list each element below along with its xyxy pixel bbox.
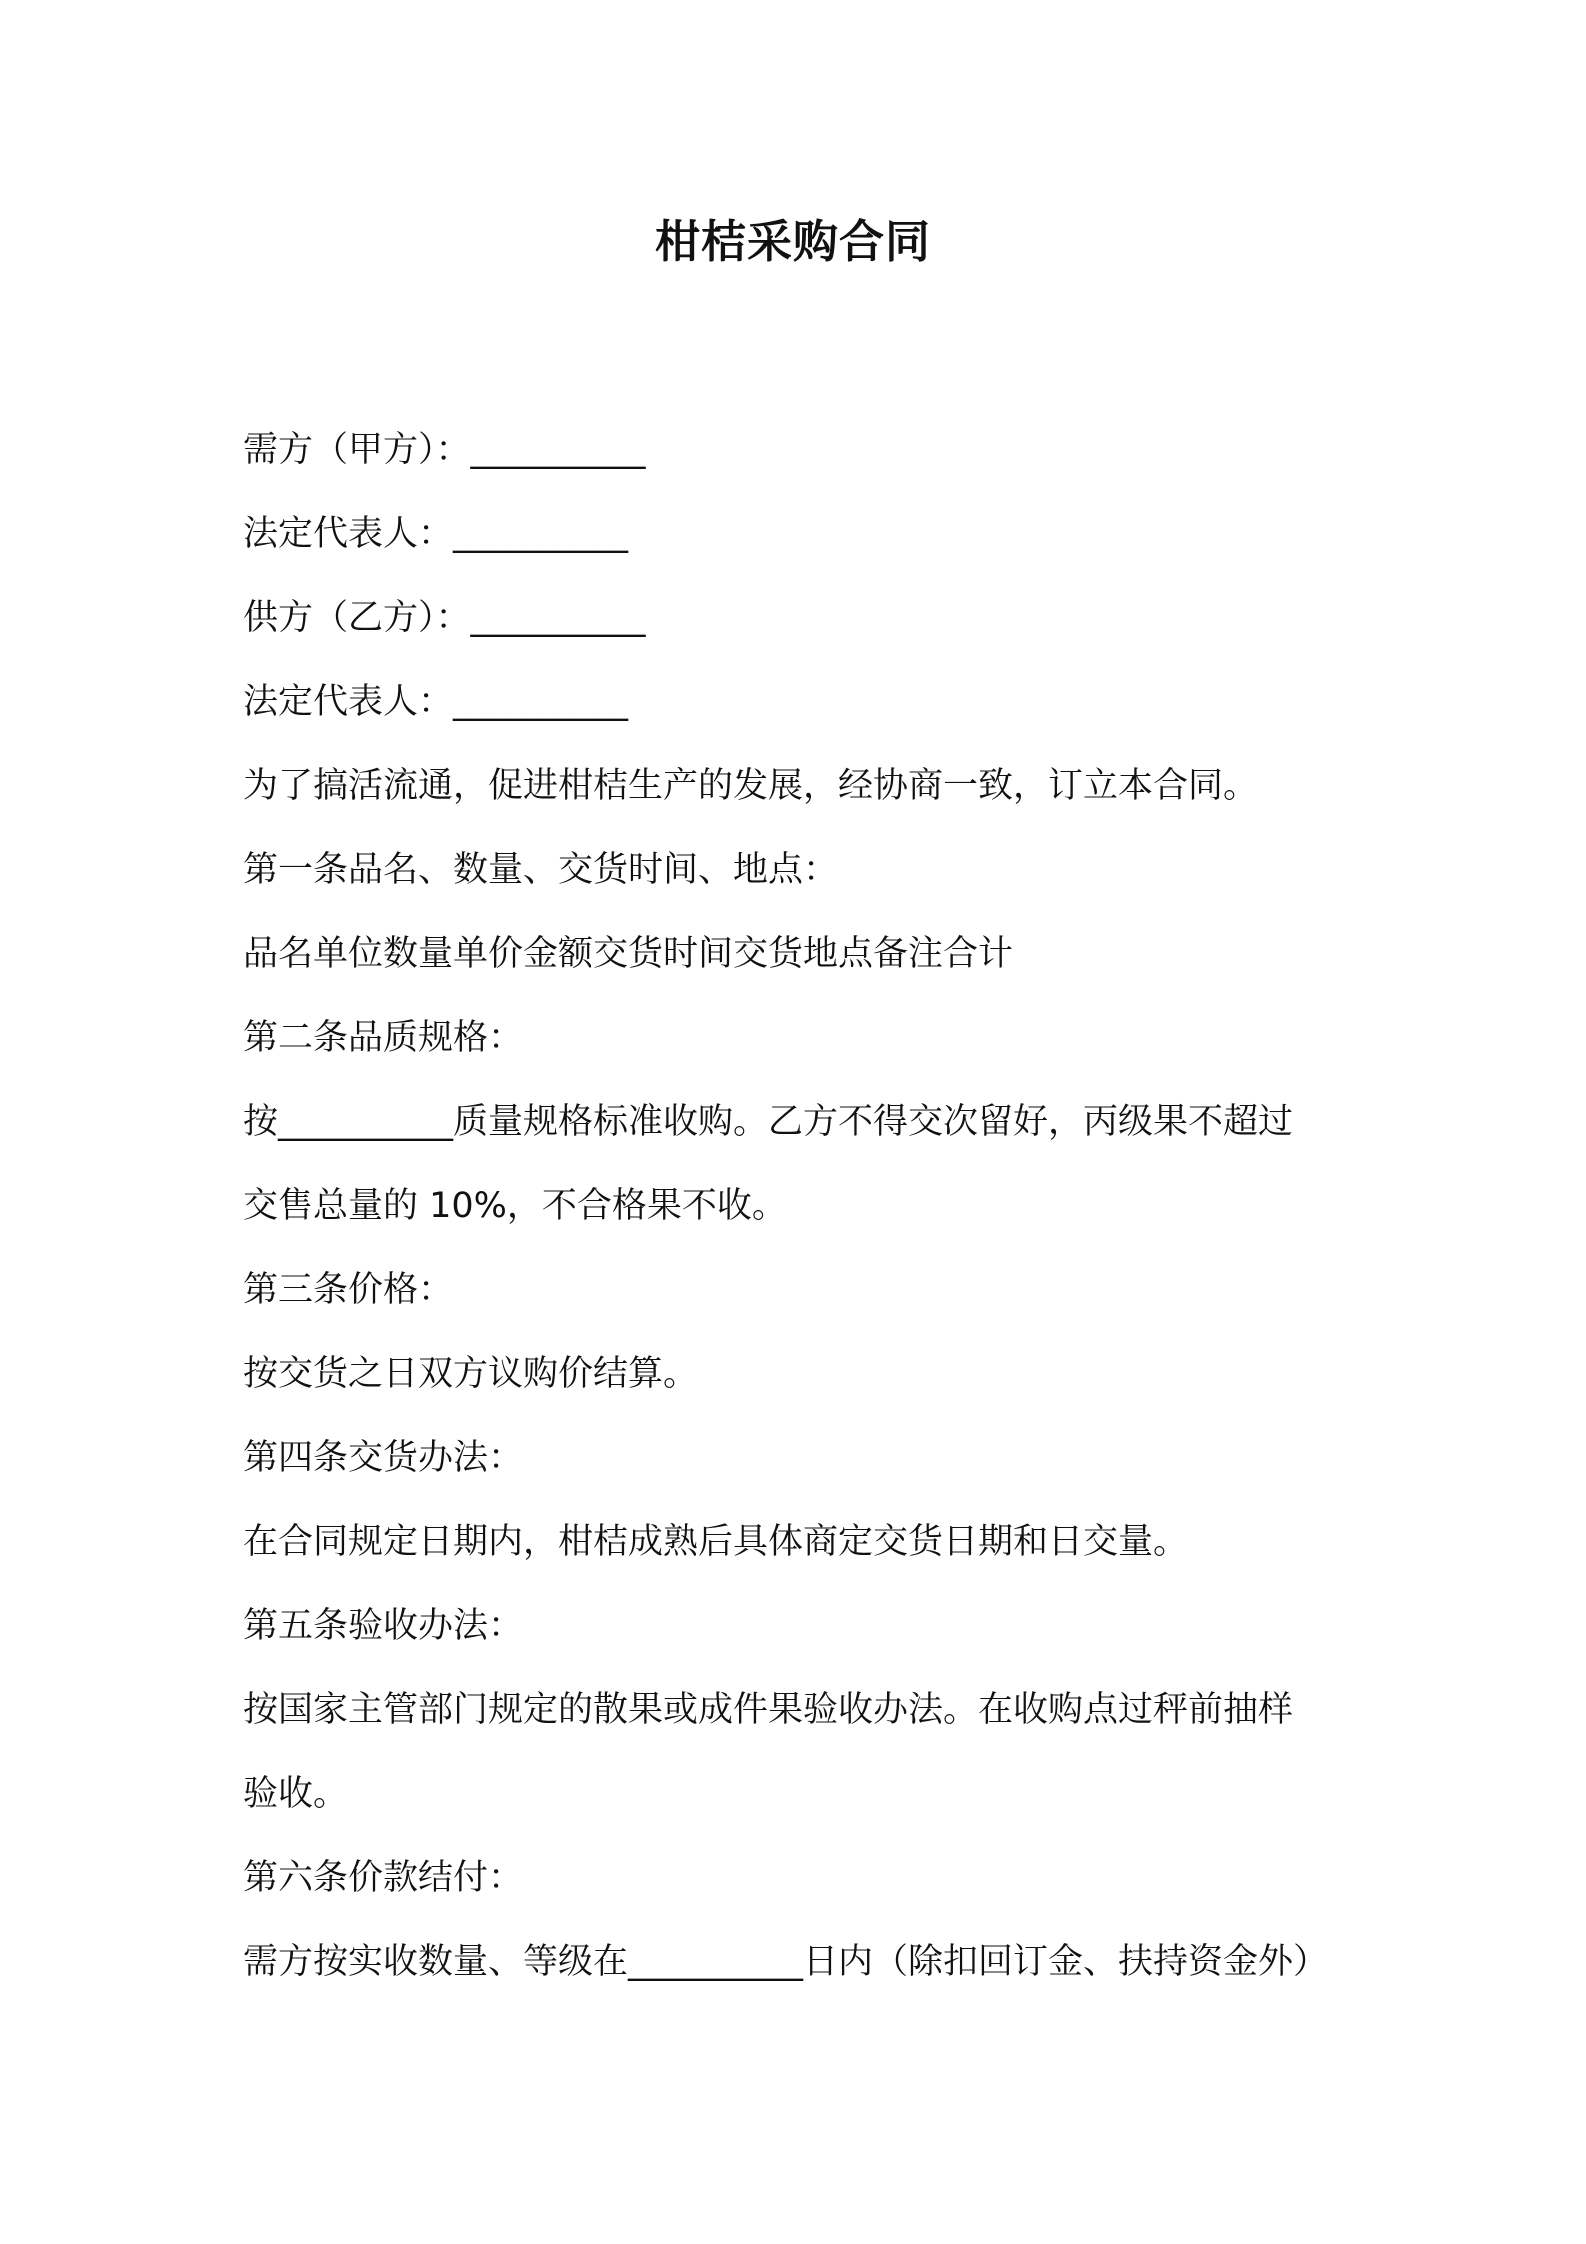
party-a-line: 需方（甲方）：__________ (243, 430, 646, 470)
article-6-heading: 第六条价款结付： (243, 1858, 524, 1898)
article-2-text-line-1: 按__________质量规格标准收购。乙方不得交次留好，丙级果不超过 (243, 1102, 1294, 1142)
document-body (243, 408, 1363, 2004)
article-6-text: 需方按实收数量、等级在__________日内（除扣回订金、扶持资金外） (243, 1942, 1329, 1982)
article-3-heading: 第三条价格： (243, 1270, 454, 1310)
article-2-heading: 第二条品质规格： (243, 1018, 524, 1058)
article-5-heading: 第五条验收办法： (243, 1606, 524, 1646)
preamble-line: 为了搞活流通，促进柑桔生产的发展，经协商一致，订立本合同。 (243, 766, 1259, 806)
article-4-text: 在合同规定日期内，柑桔成熟后具体商定交货日期和日交量。 (243, 1522, 1189, 1562)
article-2-text-line-2: 交售总量的 10%，不合格果不收。 (243, 1186, 787, 1226)
article-4-heading: 第四条交货办法： (243, 1438, 524, 1478)
document-title: 柑桔采购合同 (654, 215, 931, 268)
party-a-representative-line: 法定代表人：__________ (243, 514, 629, 554)
party-b-line: 供方（乙方）：__________ (243, 598, 646, 638)
article-3-text: 按交货之日双方议购价结算。 (243, 1354, 699, 1394)
party-b-representative-line: 法定代表人：__________ (243, 682, 629, 722)
article-1-heading: 第一条品名、数量、交货时间、地点： (243, 850, 839, 890)
article-5-text-line-2: 验收。 (243, 1774, 349, 1814)
article-1-table-header: 品名单位数量单价金额交货时间交货地点备注合计 (243, 934, 1014, 974)
article-5-text-line-1: 按国家主管部门规定的散果或成件果验收办法。在收购点过秤前抽样 (243, 1690, 1294, 1730)
